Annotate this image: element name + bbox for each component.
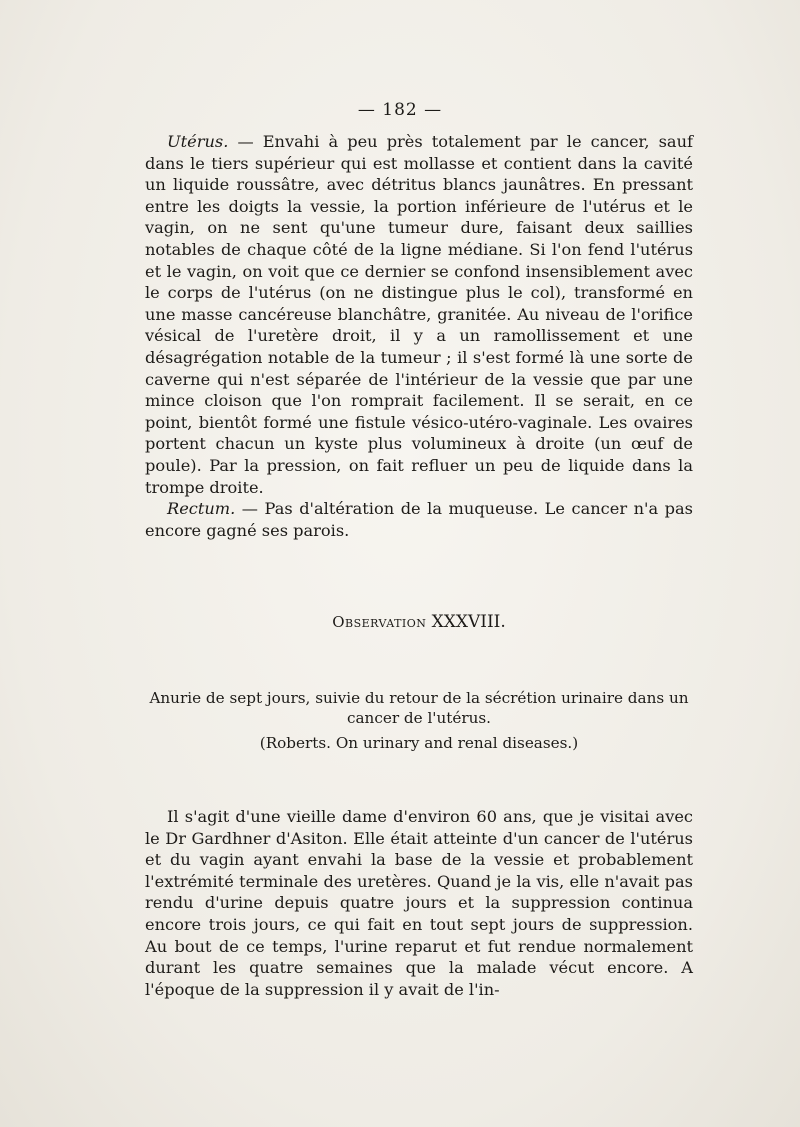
- page-number: — 182 —: [357, 100, 443, 120]
- autopsy-text: [145, 131, 693, 541]
- rectum-paragraph: [145, 498, 693, 541]
- uterus-text: — Envahi à peu près totalement par le cancer, sauf dans le tiers supérieur qui est mollasse et contient dans la cavité un liquide roussâtre, avec détritus blancs jaunâtres. En pressant entre les doigts la vessie, la portion inférieure de l'utérus et le vagin, on ne sent qu'une tumeur dure, faisant deux saillies notables de chaque côté de la ligne médiane. Si l'on fend l'utérus et le vagin, on voit que ce dernier se confond insensiblement avec le corps de l'utérus (on ne distingue plus le col), transformé en une masse cancéreuse blanchâtre, granitée. Au niveau de l'orifice vésical de l'uretère droit, il y a un ramollissement et une désagrégation notable de la tumeur ; il s'est formé là une sorte de caverne qui n'est séparée de l'intérieur de la vessie que par une mince cloison que l'on romprait facilement. Il se serait, en ce point, bientôt formé une fistule vésico-utéro-vaginale. Les ovaires portent chacun un kyste plus volumineux à droite (un œuf de poule). Par la pression, on fait refluer un peu de liquide dans la trompe droite.: [145, 132, 693, 497]
- observation-heading-word: Observation: [332, 613, 427, 631]
- observation-heading: [145, 612, 693, 632]
- observation-title: Anurie de sept jours, suivie du retour de la sécrétion urinaire dans un cancer de l'utérus.: [149, 689, 689, 727]
- rectum-text: — Pas d'altération de la muqueuse. Le cancer n'a pas encore gagné ses parois.: [145, 499, 693, 540]
- rectum-label: Rectum.: [167, 499, 236, 519]
- observation-body: Il s'agit d'une vieille dame d'environ 60 ans, que je visitai avec le Dr Gardhner d'Asiton. Elle était atteinte d'un cancer de l'utérus et du vagin ayant envahi la base de la vessie et probablement l'extrémité terminale des uretères. Quand je la vis, elle n'avait pas rendu d'urine depuis quatre jours et la suppression continua encore trois jours, ce qui fait en tout sept jours de suppression. Au bout de ce temps, l'urine reparut et fut rendue normalement durant les quatre semaines que la malade vécut encore. A l'époque de la suppression il y avait de l'in-: [145, 807, 693, 999]
- observation-text: [145, 806, 693, 1000]
- observation-source: (Roberts. On urinary and renal diseases.): [259, 734, 579, 752]
- observation-number: XXXVIII.: [431, 612, 506, 632]
- uterus-label: Utérus.: [167, 132, 229, 151]
- uterus-paragraph: [145, 131, 693, 498]
